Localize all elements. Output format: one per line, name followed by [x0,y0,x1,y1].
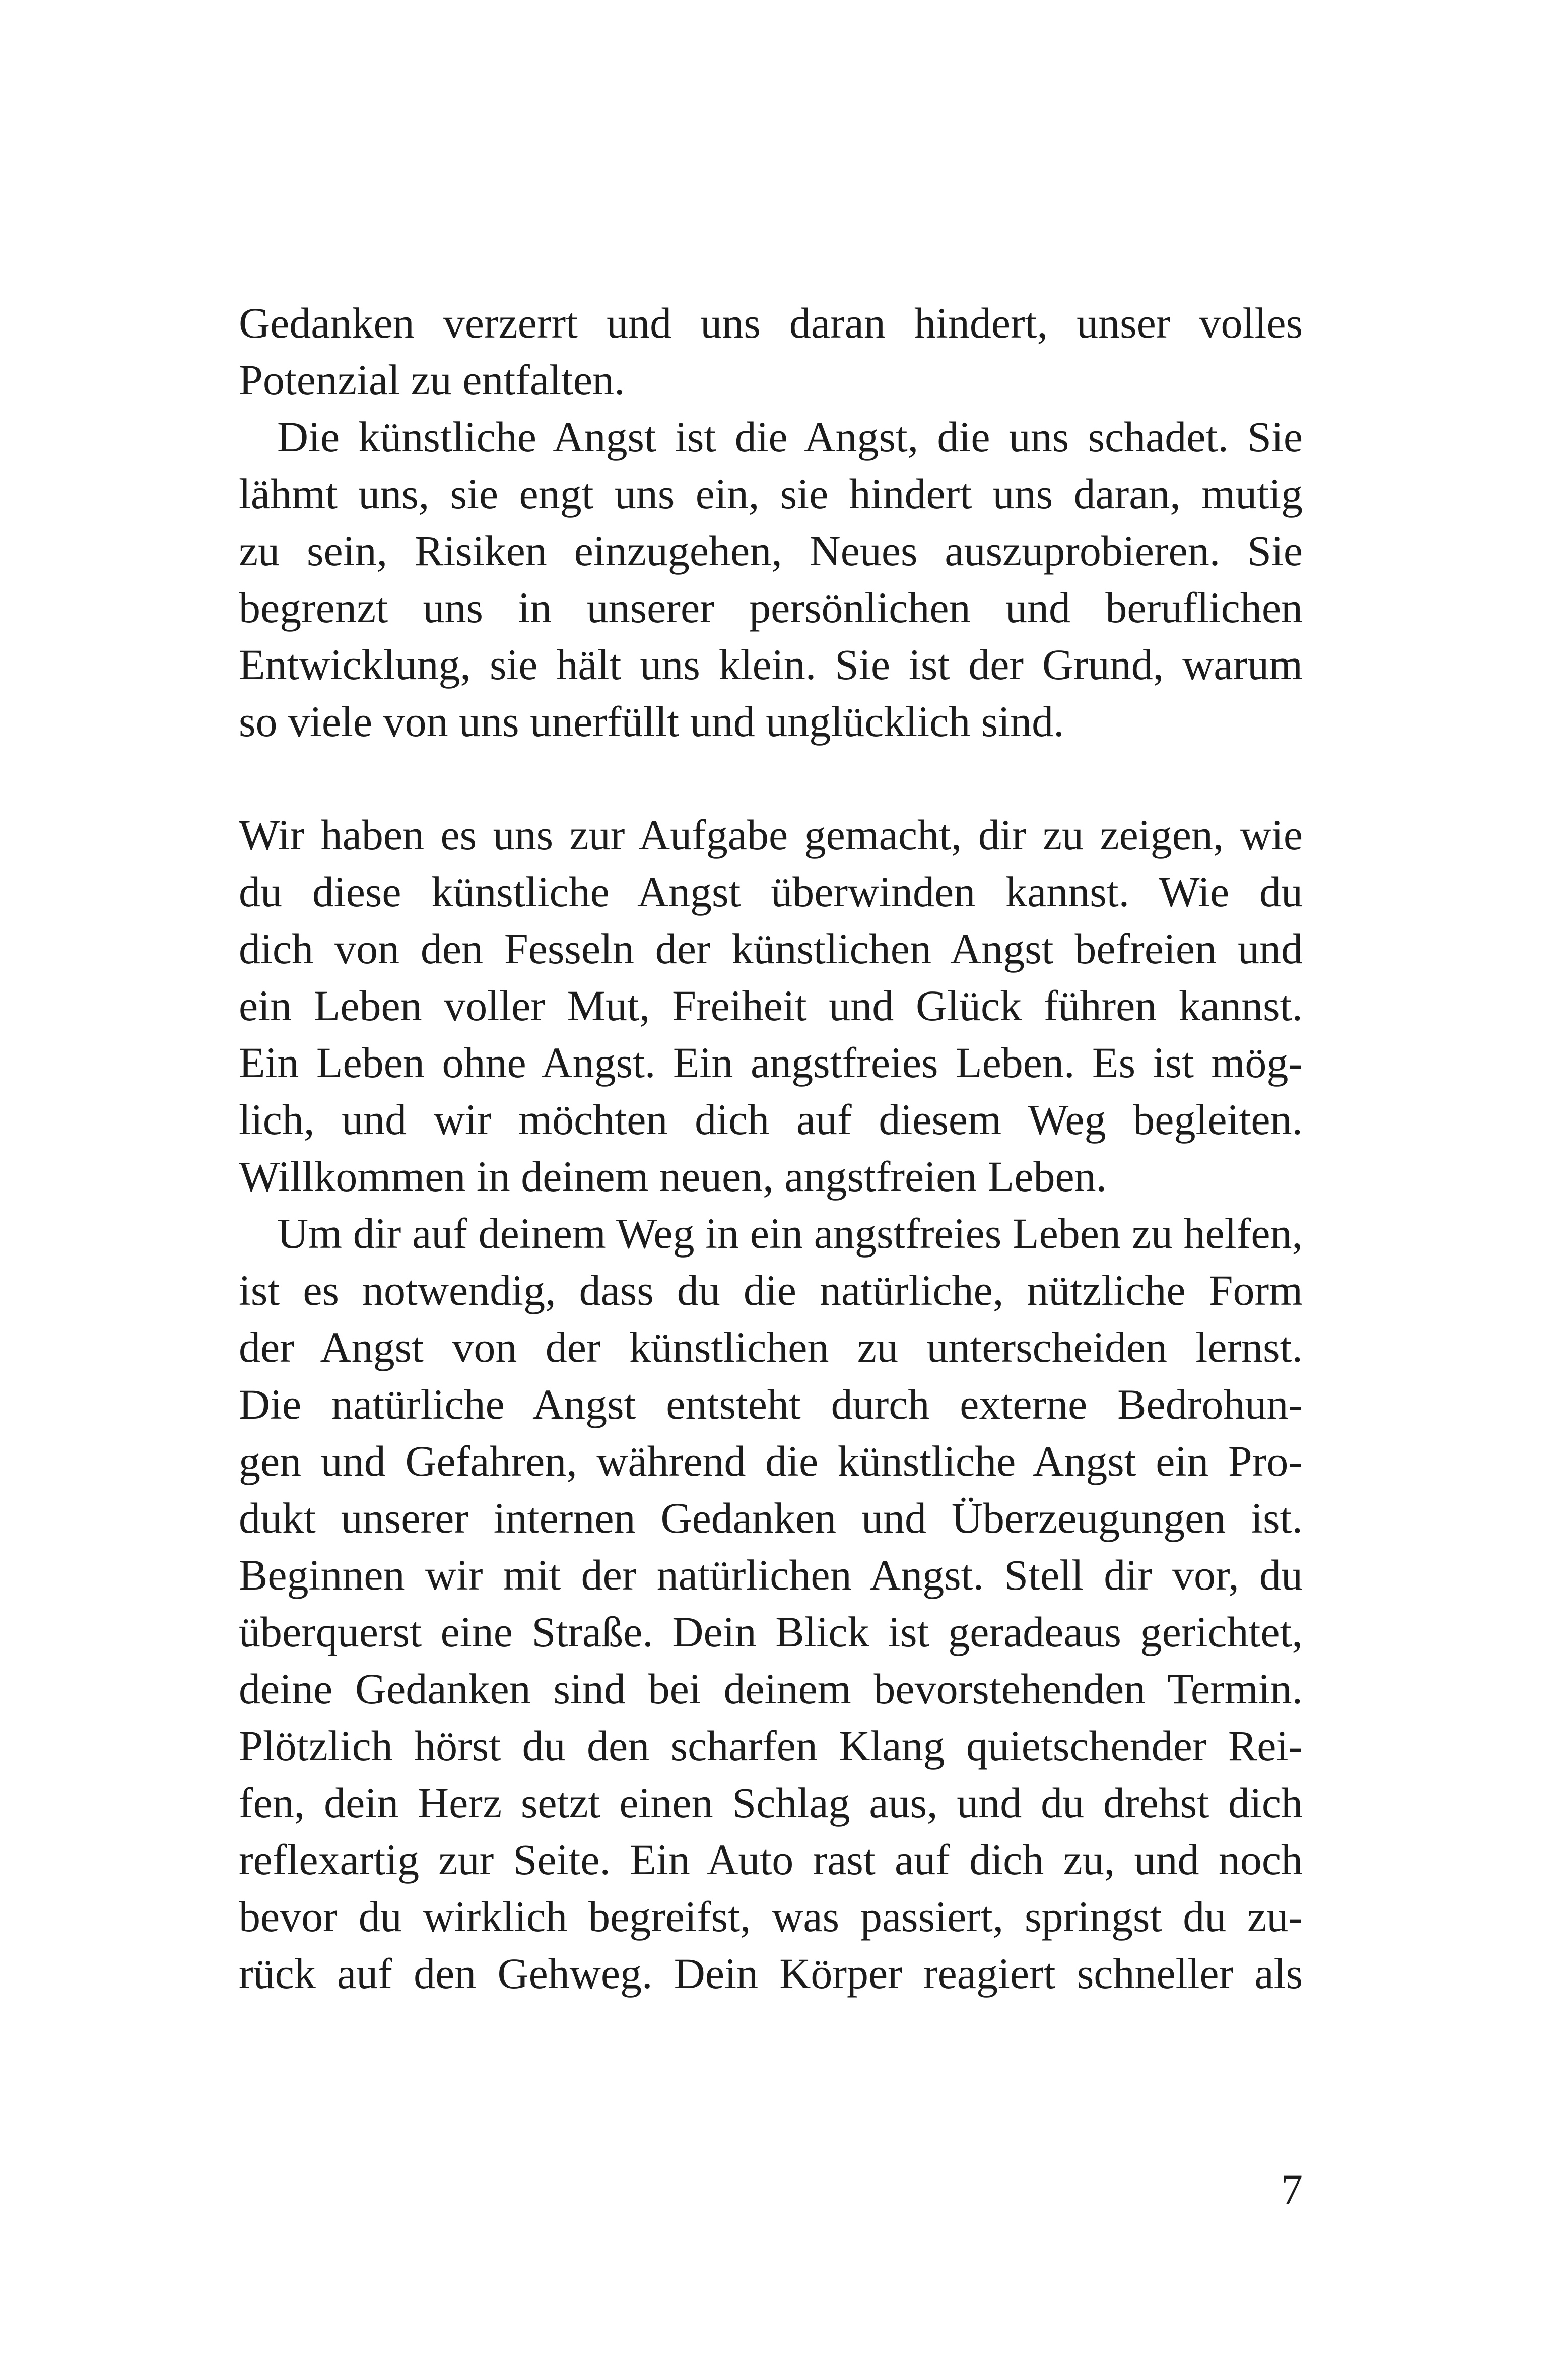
text-line: so viele von uns unerfüllt und unglücklich sind. [239,697,1064,746]
text-line: lich, und wir möchten dich auf diesem Weg begleiten. [239,1095,1303,1144]
text-line: ein Leben voller Mut, Freiheit und Glück führen kannst. [239,981,1303,1030]
text-line: Beginnen wir mit der natürlichen Angst. Stell dir vor, du [239,1551,1303,1599]
text-line: lähmt uns, sie engt uns ein, sie hindert uns daran, mutig [239,470,1303,518]
text-line: begrenzt uns in unserer persönlichen und beruflichen [239,583,1303,632]
text-line: Entwicklung, sie hält uns klein. Sie ist der Grund, warum [239,640,1303,689]
text-line: Plötzlich hörst du den scharfen Klang quietschender Rei- [239,1722,1303,1770]
text-line: Gedanken verzerrt und uns daran hindert, unser volles [239,299,1303,347]
paragraph-block-2 [239,807,1303,2002]
text-line: bevor du wirklich begreifst, was passiert, springst du zu- [239,1892,1303,1941]
text-line: dich von den Fesseln der künstlichen Angst befreien und [239,924,1303,973]
text-line: zu sein, Risiken einzugehen, Neues auszuprobieren. Sie [239,526,1303,575]
text-line: fen, dein Herz setzt einen Schlag aus, und du drehst dich [239,1778,1303,1827]
text-line: überquerst eine Straße. Dein Blick ist geradeaus gerichtet, [239,1608,1303,1656]
paragraph-block-1 [239,295,1303,750]
text-line: rück auf den Gehweg. Dein Körper reagiert schneller als [239,1949,1303,1998]
text-line: Ein Leben ohne Angst. Ein angstfreies Leben. Es ist mög- [239,1038,1303,1087]
text-line: du diese künstliche Angst überwinden kannst. Wie du [239,868,1303,916]
text-line: deine Gedanken sind bei deinem bevorstehenden Termin. [239,1665,1303,1713]
text-line: dukt unserer internen Gedanken und Überzeugungen ist. [239,1494,1303,1542]
text-line: Die künstliche Angst ist die Angst, die uns schadet. Sie [277,413,1303,461]
text-line: Wir haben es uns zur Aufgabe gemacht, dir zu zeigen, wie [239,811,1303,859]
text-line: Die natürliche Angst entsteht durch externe Bedrohun- [239,1380,1303,1428]
text-line: Potenzial zu entfalten. [239,356,625,404]
page-number: 7 [1281,2165,1303,2214]
text-line: reflexartig zur Seite. Ein Auto rast auf dich zu, und noch [239,1835,1303,1884]
text-line: ist es notwendig, dass du die natürliche, nützliche Form [239,1266,1303,1314]
text-line: Willkommen in deinem neuen, angstfreien Leben. [239,1152,1107,1201]
text-line: Um dir auf deinem Weg in ein angstfreies Leben zu helfen, [277,1209,1303,1258]
text-line: gen und Gefahren, während die künstliche Angst ein Pro- [239,1437,1303,1485]
text-line: der Angst von der künstlichen zu unterscheiden lernst. [239,1323,1303,1371]
